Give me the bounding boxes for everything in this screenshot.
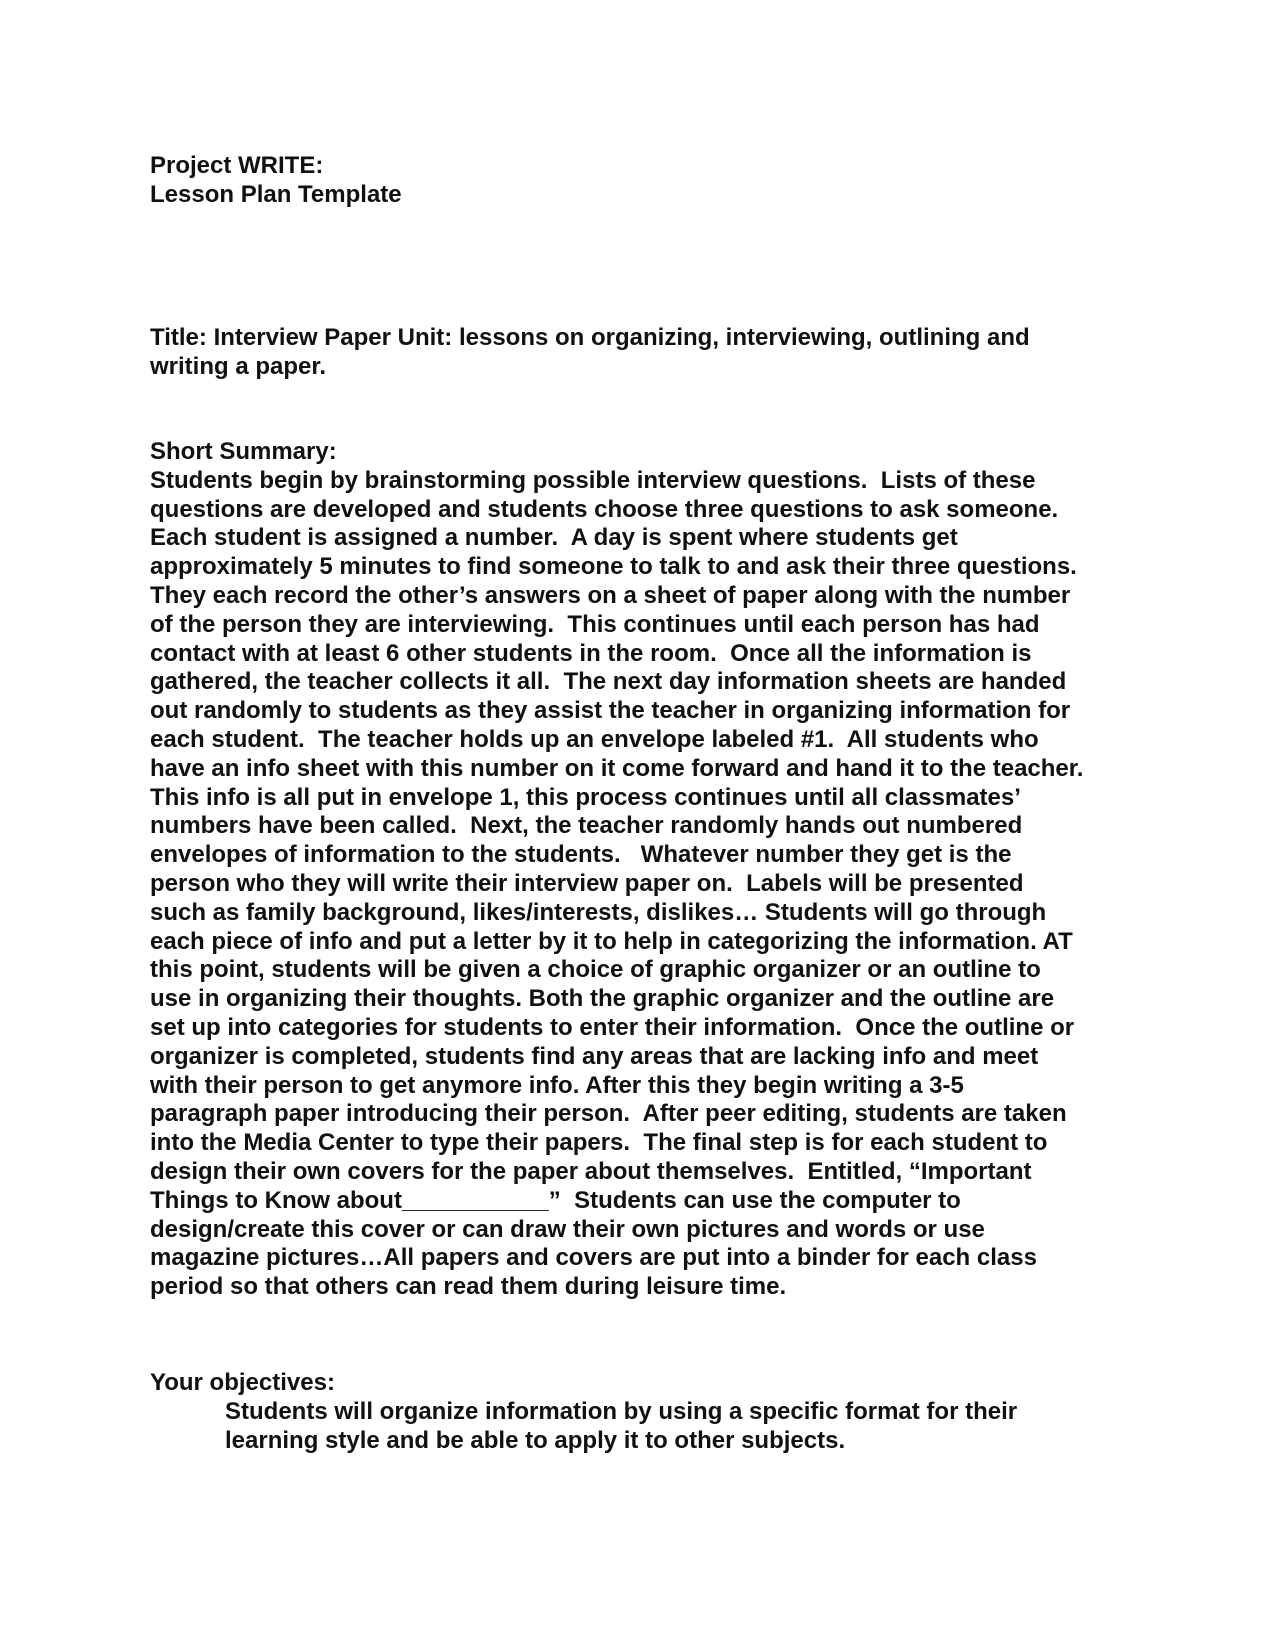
short-summary-section [150, 438, 1083, 1302]
objective-line: learning style and be able to apply it to other subjects. [225, 1427, 846, 1454]
summary-line: paragraph paper introducing their person. After peer editing, students are taken [150, 1100, 1067, 1128]
summary-line: approximately 5 minutes to find someone to talk to and ask their three questions. [150, 553, 1077, 581]
title-line: Title: Interview Paper Unit: lessons on organizing, interviewing, outlining and [150, 324, 1030, 351]
section-heading-objectives: Your objectives: [150, 1369, 335, 1396]
section-heading-summary: Short Summary: [150, 438, 337, 465]
summary-line: into the Media Center to type their papers. The final step is for each student to [150, 1129, 1048, 1157]
summary-line: have an info sheet with this number on it come forward and hand it to the teacher. [150, 754, 1084, 782]
summary-line: use in organizing their thoughts. Both the graphic organizer and the outline are [150, 985, 1055, 1013]
summary-line: with their person to get anymore info. After this they begin writing a 3-5 [150, 1071, 964, 1099]
template-name: Lesson Plan Template [150, 181, 402, 208]
summary-line: numbers have been called. Next, the teacher randomly hands out numbered [150, 812, 1023, 840]
summary-line: They each record the other’s answers on a sheet of paper along with the number [150, 581, 1071, 609]
summary-line: set up into categories for students to enter their information. Once the outline or [150, 1013, 1075, 1041]
summary-line: This info is all put in envelope 1, this process continues until all classmates’ [150, 783, 1021, 811]
objective-line: Students will organize information by using a specific format for their [225, 1398, 1018, 1425]
summary-line: design/create this cover or can draw their own pictures and words or use [150, 1215, 985, 1243]
document-body [150, 151, 1170, 1454]
summary-line: person who they will write their interview paper on. Labels will be presented [150, 869, 1024, 897]
summary-line: each student. The teacher holds up an envelope labeled #1. All students who [150, 725, 1039, 753]
summary-line: of the person they are interviewing. This continues until each person has had [150, 610, 1040, 638]
summary-line: period so that others can read them during leisure time. [150, 1273, 787, 1301]
summary-line: contact with at least 6 other students in the room. Once all the information is [150, 639, 1032, 667]
objectives-section [150, 1368, 1017, 1455]
summary-line: gathered, the teacher collects it all. The next day information sheets are handed [150, 668, 1067, 696]
summary-line: each piece of info and put a letter by it to help in categorizing the information. AT [150, 927, 1073, 955]
summary-line: this point, students will be given a choice of graphic organizer or an outline to [150, 956, 1041, 984]
summary-line: Each student is assigned a number. A day is spent where students get [150, 524, 958, 552]
summary-line: design their own covers for the paper about themselves. Entitled, “Important [150, 1157, 1032, 1185]
document-header [150, 151, 1170, 209]
summary-line: Students begin by brainstorming possible interview questions. Lists of these [150, 466, 1036, 494]
summary-line: out randomly to students as they assist the teacher in organizing information for [150, 697, 1071, 725]
project-name: Project WRITE: [150, 152, 324, 179]
title-line: writing a paper. [150, 353, 327, 380]
summary-line: Things to Know about___________” Students can use the computer to [150, 1186, 961, 1214]
summary-line: organizer is completed, students find any areas that are lacking info and meet [150, 1042, 1039, 1070]
summary-line: questions are developed and students choose three questions to ask someone. [150, 495, 1059, 523]
lesson-title [150, 323, 1030, 381]
summary-line: envelopes of information to the students. Whatever number they get is the [150, 841, 1012, 869]
summary-line: such as family background, likes/interests, dislikes… Students will go through [150, 898, 1047, 926]
summary-line: magazine pictures…All papers and covers are put into a binder for each class [150, 1244, 1037, 1272]
